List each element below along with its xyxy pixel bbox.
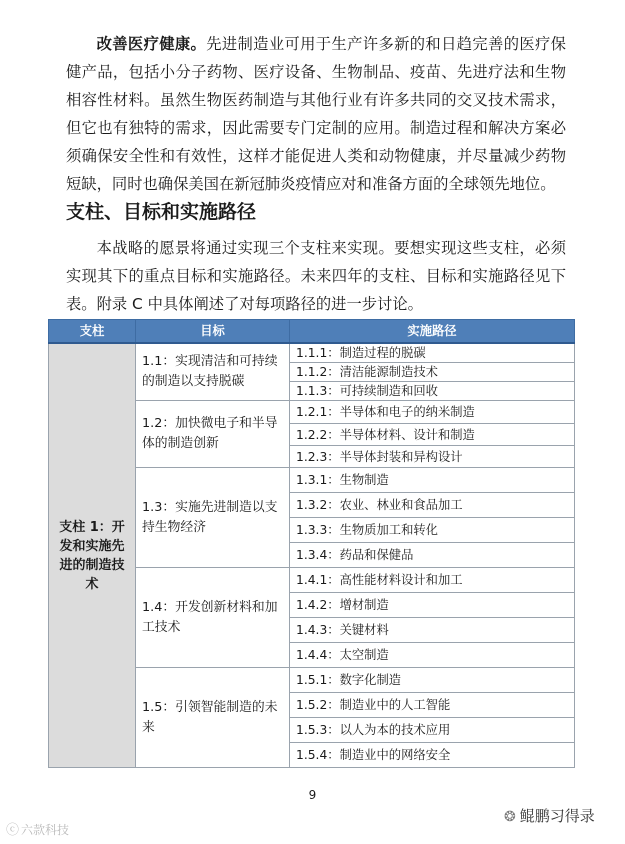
goal-cell: 1.5：引领智能制造的未来 xyxy=(136,668,290,768)
watermark-right xyxy=(504,805,595,826)
path-cell: 1.1.1：制造过程的脱碳 xyxy=(290,343,575,363)
pillar-cell: 支柱 1：开发和实施先进的制造技术 xyxy=(49,343,136,768)
path-cell: 1.2.2：半导体材料、设计和制造 xyxy=(290,424,575,446)
path-cell: 1.4.4：太空制造 xyxy=(290,643,575,668)
path-cell: 1.3.2：农业、林业和食品加工 xyxy=(290,493,575,518)
path-cell: 1.1.3：可持续制造和回收 xyxy=(290,382,575,401)
wechat-icon: ❂ xyxy=(504,809,516,825)
intro-paragraph xyxy=(66,30,566,198)
page-number: 9 xyxy=(308,788,317,802)
strategy-table xyxy=(48,319,575,768)
path-cell: 1.4.3：关键材料 xyxy=(290,618,575,643)
goal-cell: 1.3：实施先进制造以支持生物经济 xyxy=(136,468,290,568)
path-cell: 1.1.2：清洁能源制造技术 xyxy=(290,363,575,382)
path-cell: 1.5.4：制造业中的网络安全 xyxy=(290,743,575,768)
watermark-right-text: 鲲鹏习得录 xyxy=(519,807,595,825)
goal-cell: 1.1：实现清洁和可持续的制造以支持脱碳 xyxy=(136,343,290,401)
intro-lead: 改善医疗健康。 xyxy=(96,35,207,53)
watermark-logo-icon: ⓒ xyxy=(6,823,20,838)
header-path: 实施路径 xyxy=(290,320,575,344)
table-header-row xyxy=(49,320,575,344)
path-cell: 1.2.1：半导体和电子的纳米制造 xyxy=(290,401,575,424)
path-cell: 1.5.1：数字化制造 xyxy=(290,668,575,693)
section-heading: 支柱、目标和实施路径 xyxy=(66,201,257,223)
path-cell: 1.4.2：增材制造 xyxy=(290,593,575,618)
watermark-left-text: 六款科技 xyxy=(21,823,70,837)
path-cell: 1.2.3：半导体封装和异构设计 xyxy=(290,446,575,468)
watermark-left xyxy=(6,819,69,838)
header-pillar: 支柱 xyxy=(49,320,136,344)
path-cell: 1.5.3：以人为本的技术应用 xyxy=(290,718,575,743)
path-cell: 1.3.4：药品和保健品 xyxy=(290,543,575,568)
path-cell: 1.3.1：生物制造 xyxy=(290,468,575,493)
path-cell: 1.3.3：生物质加工和转化 xyxy=(290,518,575,543)
intro-body: 先进制造业可用于生产许多新的和日趋完善的医疗保健产品，包括小分子药物、医疗设备、生物制品、疫苗、先进疗法和生物相容性材料。虽然生物医药制造与其他行业有许多共同的交叉技术需求，但它也有独特的需求，因此需要专门定制的应用。制造过程和解决方案必须确保安全性和有效性，这样才能促进人类和动物健康，并尽量减少药物短缺，同时也确保美国在新冠肺炎疫情应对和准备方面的全球领先地位。 xyxy=(66,35,566,193)
path-cell: 1.5.2：制造业中的人工智能 xyxy=(290,693,575,718)
header-goal: 目标 xyxy=(136,320,290,344)
goal-cell: 1.4：开发创新材料和加工技术 xyxy=(136,568,290,668)
table-row xyxy=(49,343,575,363)
section-paragraph: 本战略的愿景将通过实现三个支柱来实现。要想实现这些支柱，必须实现其下的重点目标和实施路径。未来四年的支柱、目标和实施路径见下表。附录 C 中具体阐述了对每项路径的进一步讨论。 xyxy=(66,239,566,313)
path-cell: 1.4.1：高性能材料设计和加工 xyxy=(290,568,575,593)
goal-cell: 1.2：加快微电子和半导体的制造创新 xyxy=(136,401,290,468)
